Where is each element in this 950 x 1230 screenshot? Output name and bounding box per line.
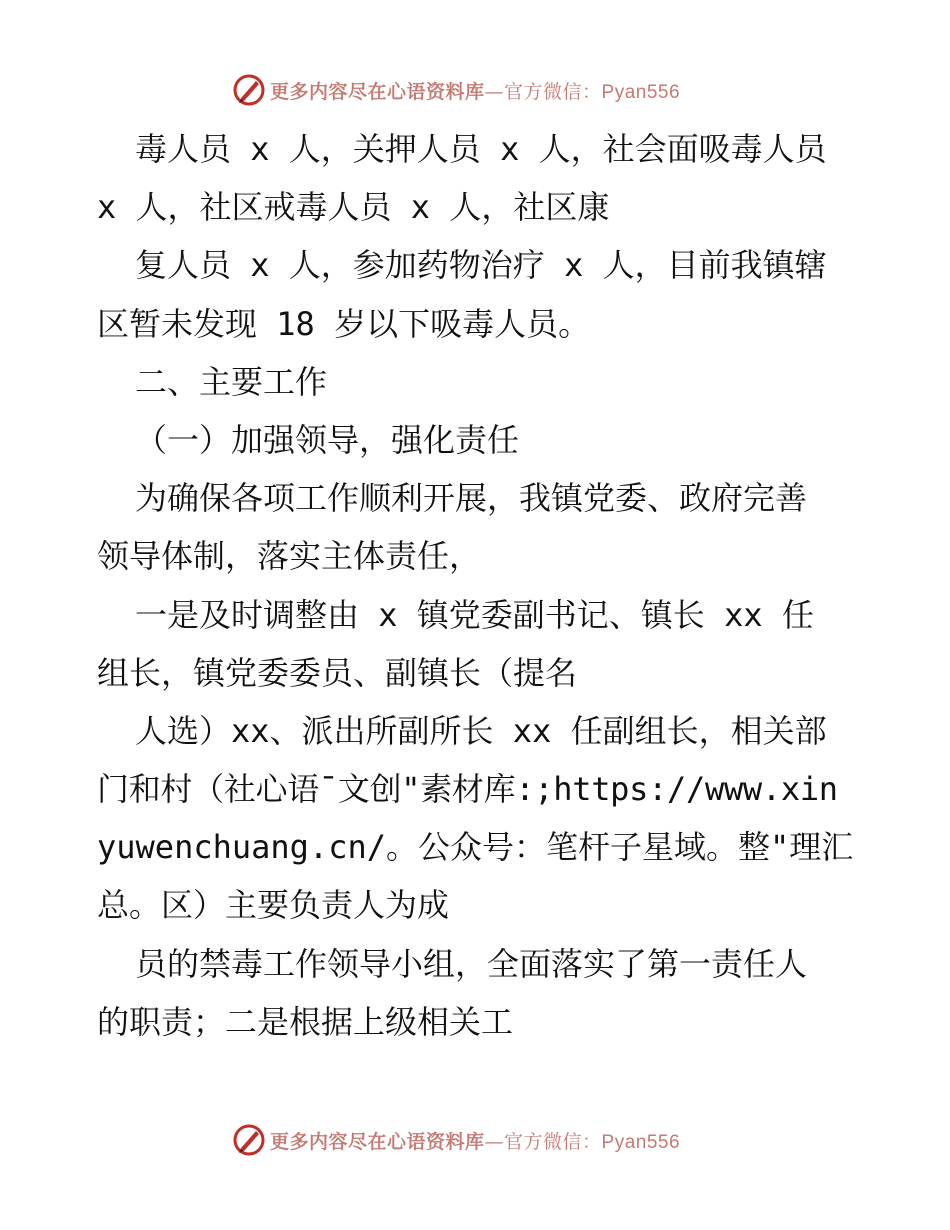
text-line: 领导体制，落实主体责任， [97,537,482,576]
pen-logo-icon [232,1123,266,1157]
pen-logo-icon [232,73,266,107]
text-line: yuwenchuang.cn/。公众号：笔杆子星域。整"理汇 [97,828,854,867]
watermark-text: 更多内容尽在心语资料库—官方微信：Pyan556 [270,1130,681,1153]
section-heading: 二、主要工作 [135,362,328,401]
text-line: x 人，社区戒毒人员 x 人，社区康 [97,188,610,227]
text-line: 复人员 x 人，参加药物治疗 x 人，目前我镇辖 [135,246,827,285]
header-watermark [232,70,680,110]
document-body [97,120,857,1051]
text-line: 员的禁毒工作领导小组，全面落实了第一责任人 [135,944,808,983]
text-line: 组长，镇党委委员、副镇长（提名 [97,653,578,692]
text-line: 门和村（社心语¯文创"素材库:;https://www.xin [97,770,838,809]
subsection-heading: （一）加强领导，强化责任 [135,420,520,459]
footer-watermark [232,1120,680,1160]
text-line: 毒人员 x 人，关押人员 x 人，社会面吸毒人员 [135,130,827,168]
text-line: 总。区）主要负责人为成 [97,886,450,925]
text-line: 一是及时调整由 x 镇党委副书记、镇长 xx 任 [135,595,814,634]
watermark-text: 更多内容尽在心语资料库—官方微信：Pyan556 [270,80,681,103]
text-line: 为确保各项工作顺利开展，我镇党委、政府完善 [135,479,808,518]
text-line: 区暂未发现 18 岁以下吸毒人员。 [97,304,591,343]
text-line: 的职责；二是根据上级相关工 [97,1002,514,1041]
text-line: 人选）xx、派出所副所长 xx 任副组长，相关部 [135,711,827,750]
